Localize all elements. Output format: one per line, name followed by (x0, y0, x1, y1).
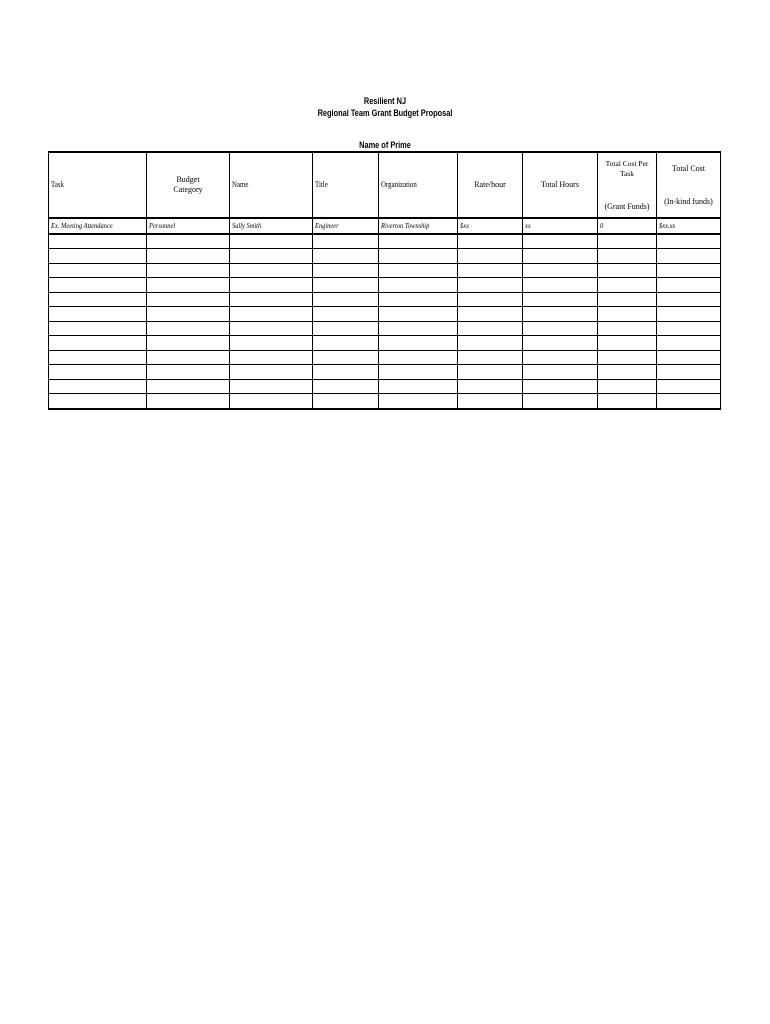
table-row (49, 234, 721, 249)
cell-rate-hour[interactable]: $xx (458, 218, 523, 234)
cell-organization[interactable] (379, 394, 458, 409)
cell-rate-hour[interactable] (458, 394, 523, 409)
cell-budget-category[interactable] (147, 278, 230, 293)
col-header-rate-hour: Rate/hour (458, 152, 523, 218)
cell-total-cost-per-task[interactable] (598, 394, 657, 409)
cell-task[interactable] (49, 307, 147, 322)
cell-budget-category[interactable] (147, 379, 230, 394)
cell-total-cost[interactable] (657, 278, 721, 293)
table-row (49, 292, 721, 307)
cell-name[interactable] (230, 263, 313, 278)
cell-budget-category[interactable] (147, 307, 230, 322)
cell-total-cost-per-task[interactable] (598, 234, 657, 249)
cell-organization[interactable] (379, 379, 458, 394)
col-header-total-cost: Total Cost (In-kind funds) (657, 152, 721, 218)
cell-title[interactable] (313, 379, 379, 394)
cell-organization[interactable] (379, 249, 458, 264)
cell-title[interactable] (313, 292, 379, 307)
cell-title[interactable] (313, 321, 379, 336)
cell-total-hours[interactable] (523, 234, 598, 249)
cell-rate-hour[interactable] (458, 234, 523, 249)
cell-title[interactable] (313, 394, 379, 409)
cell-total-cost-per-task[interactable] (598, 249, 657, 264)
cell-total-cost-per-task[interactable] (598, 350, 657, 365)
cell-rate-hour[interactable] (458, 249, 523, 264)
table-row (49, 321, 721, 336)
cell-task[interactable] (49, 292, 147, 307)
cell-title[interactable] (313, 278, 379, 293)
cell-organization[interactable] (379, 321, 458, 336)
title-line-1: Resilient NJ (363, 96, 407, 106)
cell-name[interactable] (230, 249, 313, 264)
cell-budget-category[interactable] (147, 321, 230, 336)
cell-rate-hour[interactable] (458, 263, 523, 278)
cell-total-cost[interactable] (657, 292, 721, 307)
cell-rate-hour[interactable] (458, 350, 523, 365)
cell-total-hours[interactable] (523, 263, 598, 278)
cell-budget-category[interactable] (147, 336, 230, 351)
cell-total-cost[interactable] (657, 321, 721, 336)
cell-budget-category[interactable] (147, 249, 230, 264)
cell-name[interactable] (230, 394, 313, 409)
cell-total-hours[interactable] (523, 292, 598, 307)
cell-total-hours[interactable] (523, 307, 598, 322)
cell-total-hours[interactable] (523, 350, 598, 365)
cell-rate-hour[interactable] (458, 278, 523, 293)
cell-title[interactable]: Engineer (313, 218, 379, 234)
cell-title[interactable] (313, 336, 379, 351)
cell-name[interactable] (230, 234, 313, 249)
cell-total-cost[interactable] (657, 350, 721, 365)
col-header-total-hours: Total Hours (523, 152, 598, 218)
cell-budget-category[interactable]: Personnel (147, 218, 230, 234)
cell-title[interactable] (313, 249, 379, 264)
cell-task[interactable] (49, 365, 147, 380)
cell-task[interactable] (49, 249, 147, 264)
col-header-total-cost-per-task: Total Cost Per Task (Grant Funds) (598, 152, 657, 218)
cell-organization[interactable] (379, 292, 458, 307)
table-header-row (49, 152, 721, 218)
table-row (49, 263, 721, 278)
cell-total-cost-per-task[interactable] (598, 307, 657, 322)
cell-organization[interactable]: Riverton Township (379, 218, 458, 234)
cell-rate-hour[interactable] (458, 365, 523, 380)
cell-total-hours[interactable] (523, 336, 598, 351)
col-header-budget-category: Budget Category (147, 152, 230, 218)
budget-table (48, 151, 721, 410)
cell-total-cost[interactable] (657, 394, 721, 409)
cell-organization[interactable] (379, 350, 458, 365)
cell-total-hours[interactable] (523, 379, 598, 394)
cell-budget-category[interactable] (147, 350, 230, 365)
cell-total-cost-per-task[interactable] (598, 263, 657, 278)
table-row (49, 307, 721, 322)
table-row (49, 278, 721, 293)
cell-task[interactable] (49, 336, 147, 351)
prime-label: Name of Prime (359, 140, 411, 150)
cell-total-hours[interactable]: xx (523, 218, 598, 234)
cell-total-cost[interactable] (657, 249, 721, 264)
col-header-organization: Organization (379, 152, 458, 218)
cell-total-cost[interactable] (657, 234, 721, 249)
cell-total-hours[interactable] (523, 249, 598, 264)
cell-name[interactable] (230, 350, 313, 365)
example-row (49, 218, 721, 234)
col-header-task: Task (49, 152, 147, 218)
cell-organization[interactable] (379, 278, 458, 293)
cell-organization[interactable] (379, 336, 458, 351)
cell-total-cost-per-task[interactable] (598, 365, 657, 380)
cell-organization[interactable] (379, 263, 458, 278)
cell-task[interactable] (49, 278, 147, 293)
table-row (49, 249, 721, 264)
table-row (49, 365, 721, 380)
cell-title[interactable] (313, 365, 379, 380)
cell-total-cost[interactable] (657, 263, 721, 278)
table-row (49, 350, 721, 365)
cell-name[interactable] (230, 278, 313, 293)
cell-title[interactable] (313, 263, 379, 278)
cell-rate-hour[interactable] (458, 307, 523, 322)
cell-total-cost[interactable] (657, 336, 721, 351)
title-line-2: Regional Team Grant Budget Proposal (317, 108, 453, 118)
cell-budget-category[interactable] (147, 263, 230, 278)
cell-task[interactable] (49, 394, 147, 409)
col-header-name: Name (230, 152, 313, 218)
cell-name[interactable] (230, 336, 313, 351)
cell-total-hours[interactable] (523, 321, 598, 336)
document-title (69, 95, 700, 119)
table-row (49, 336, 721, 351)
cell-total-cost-per-task[interactable] (598, 336, 657, 351)
cell-name[interactable] (230, 321, 313, 336)
cell-task[interactable] (49, 234, 147, 249)
cell-title[interactable] (313, 307, 379, 322)
cell-rate-hour[interactable] (458, 321, 523, 336)
table-row (49, 379, 721, 394)
cell-name[interactable] (230, 292, 313, 307)
cell-total-cost-per-task[interactable] (598, 278, 657, 293)
cell-total-cost[interactable] (657, 379, 721, 394)
cell-name[interactable] (230, 307, 313, 322)
cell-rate-hour[interactable] (458, 336, 523, 351)
cell-total-hours[interactable] (523, 394, 598, 409)
cell-task[interactable] (49, 379, 147, 394)
cell-organization[interactable] (379, 307, 458, 322)
cell-total-cost-per-task[interactable] (598, 321, 657, 336)
cell-total-cost[interactable] (657, 365, 721, 380)
table-row (49, 394, 721, 409)
cell-total-cost-per-task[interactable]: 0 (598, 218, 657, 234)
cell-budget-category[interactable] (147, 292, 230, 307)
cell-task[interactable] (49, 263, 147, 278)
cell-rate-hour[interactable] (458, 292, 523, 307)
cell-title[interactable] (313, 350, 379, 365)
cell-task[interactable]: Ex. Meeting Attendance (49, 218, 147, 234)
cell-rate-hour[interactable] (458, 379, 523, 394)
cell-name[interactable] (230, 379, 313, 394)
cell-organization[interactable] (379, 234, 458, 249)
cell-total-cost-per-task[interactable] (598, 379, 657, 394)
cell-budget-category[interactable] (147, 234, 230, 249)
cell-budget-category[interactable] (147, 365, 230, 380)
cell-total-cost[interactable]: $xx.xx (657, 218, 721, 234)
cell-total-cost-per-task[interactable] (598, 292, 657, 307)
cell-budget-category[interactable] (147, 394, 230, 409)
cell-task[interactable] (49, 321, 147, 336)
cell-organization[interactable] (379, 365, 458, 380)
cell-total-cost[interactable] (657, 307, 721, 322)
cell-total-hours[interactable] (523, 278, 598, 293)
cell-name[interactable] (230, 365, 313, 380)
cell-task[interactable] (49, 350, 147, 365)
cell-title[interactable] (313, 234, 379, 249)
cell-name[interactable]: Sally Smith (230, 218, 313, 234)
cell-total-hours[interactable] (523, 365, 598, 380)
col-header-title: Title (313, 152, 379, 218)
